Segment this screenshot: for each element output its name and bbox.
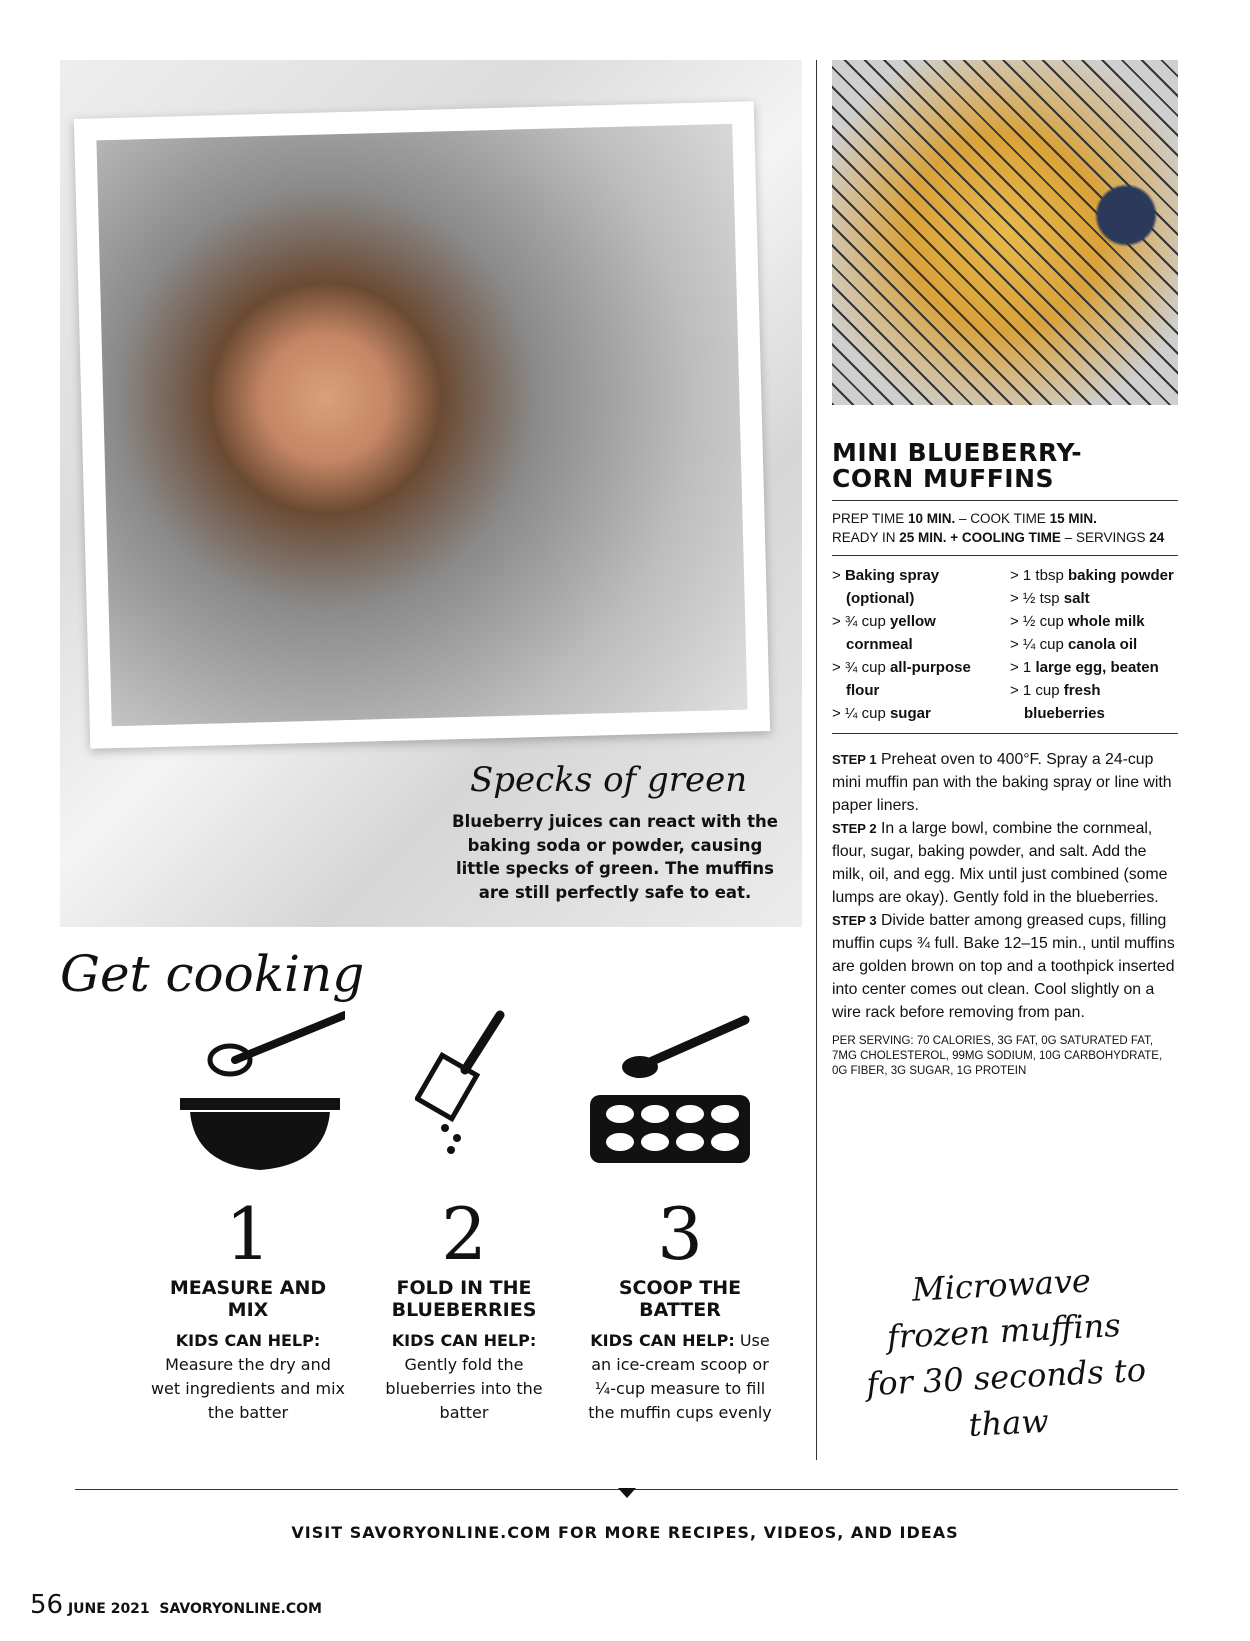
tip-heading: Specks of green — [470, 760, 748, 800]
triangle-pointer-icon — [618, 1488, 636, 1498]
recipe-column — [832, 440, 1178, 1079]
ingredient: > Baking spray (optional) — [832, 567, 940, 607]
divider — [832, 500, 1178, 501]
ingredients-left — [832, 564, 1000, 725]
ingredient: > 1 tbsp baking powder — [1010, 567, 1174, 584]
ingredient: > ¼ cup sugar — [832, 705, 931, 722]
divider — [832, 733, 1178, 734]
recipe-meta: PREP TIME 10 MIN. – COOK TIME 15 MIN. READY IN 25 MIN. + COOLING TIME – SERVINGS 24 — [832, 511, 1165, 545]
tip-text: Blueberry juices can react with the baking soda or powder, causing little specks of green. The muffins are still perfectly safe to eat. — [452, 812, 778, 902]
nutrition-info: PER SERVING: 70 CALORIES, 3G FAT, 0G SATURATED FAT, 7MG CHOLESTEROL, 99MG SODIUM, 10G CARBOHYDRATE, 0G FIBER, 3G SUGAR, 1G PROTEIN — [832, 1035, 1163, 1077]
ingredient: > 1 large egg, beaten — [1010, 659, 1159, 676]
ingredient: > ½ tsp salt — [1010, 590, 1090, 607]
get-cooking-heading: Get cooking — [60, 945, 365, 1003]
muffin-pan-icon — [585, 1010, 765, 1170]
whisk-bowl-icon — [175, 1010, 345, 1180]
ingredient: > ¾ cup all-purpose flour — [832, 659, 971, 699]
ingredient: > ½ cup whole milk — [1010, 613, 1145, 630]
visit-banner[interactable]: VISIT SAVORYONLINE.COM FOR MORE RECIPES, VIDEOS, AND IDEAS — [291, 1523, 959, 1542]
recipe-steps — [832, 748, 1178, 1024]
cooking-step-3: 3 SCOOP THE BATTER KIDS CAN HELP: Use an ice-cream scoop or ¼-cup measure to fill the muffin cups evenly — [588, 1192, 772, 1422]
recipe-step: STEP 1 Preheat oven to 400°F. Spray a 24-cup mini muffin pan with the baking spray or line with paper liners. — [832, 751, 1172, 814]
child-photo — [74, 101, 770, 749]
muffins-photo — [832, 60, 1178, 405]
ingredient: > 1 cup fresh blueberries — [1010, 682, 1105, 722]
column-divider — [816, 60, 817, 1460]
recipe-step: STEP 3 Divide batter among greased cups, filling muffin cups ¾ full. Bake 12–15 min., until muffins are golden brown on top and a toothpick inserted into center comes out clean. Cool slightly on a wire rack before removing from pan. — [832, 912, 1175, 1021]
recipe-step: STEP 2 In a large bowl, combine the cornmeal, flour, sugar, baking powder, and salt. Add the milk, oil, and egg. Mix until just combined (some lumps are okay). Gently fold in the blueberries. — [832, 820, 1168, 906]
cooking-step-1: 1 MEASURE AND MIX KIDS CAN HELP: Measure the dry and wet ingredients and mix the batter — [150, 1192, 346, 1422]
microwave-tip: Microwave frozen muffins for 30 seconds to thaw — [865, 1261, 1147, 1444]
spatula-icon — [415, 1010, 515, 1170]
ingredient: > ¼ cup canola oil — [1010, 636, 1138, 653]
recipe-title: MINI BLUEBERRY- CORN MUFFINS — [832, 438, 1083, 493]
ingredients-right — [1010, 564, 1178, 725]
cooking-step-2: 2 FOLD IN THE BLUEBERRIES KIDS CAN HELP: Gently fold the blueberries into the batter — [385, 1192, 543, 1422]
divider — [832, 555, 1178, 556]
ingredient: > ¾ cup yellow cornmeal — [832, 613, 936, 653]
ingredients — [832, 564, 1178, 725]
page-footer: 56 JUNE 2021 SAVORYONLINE.COM — [30, 1590, 322, 1620]
